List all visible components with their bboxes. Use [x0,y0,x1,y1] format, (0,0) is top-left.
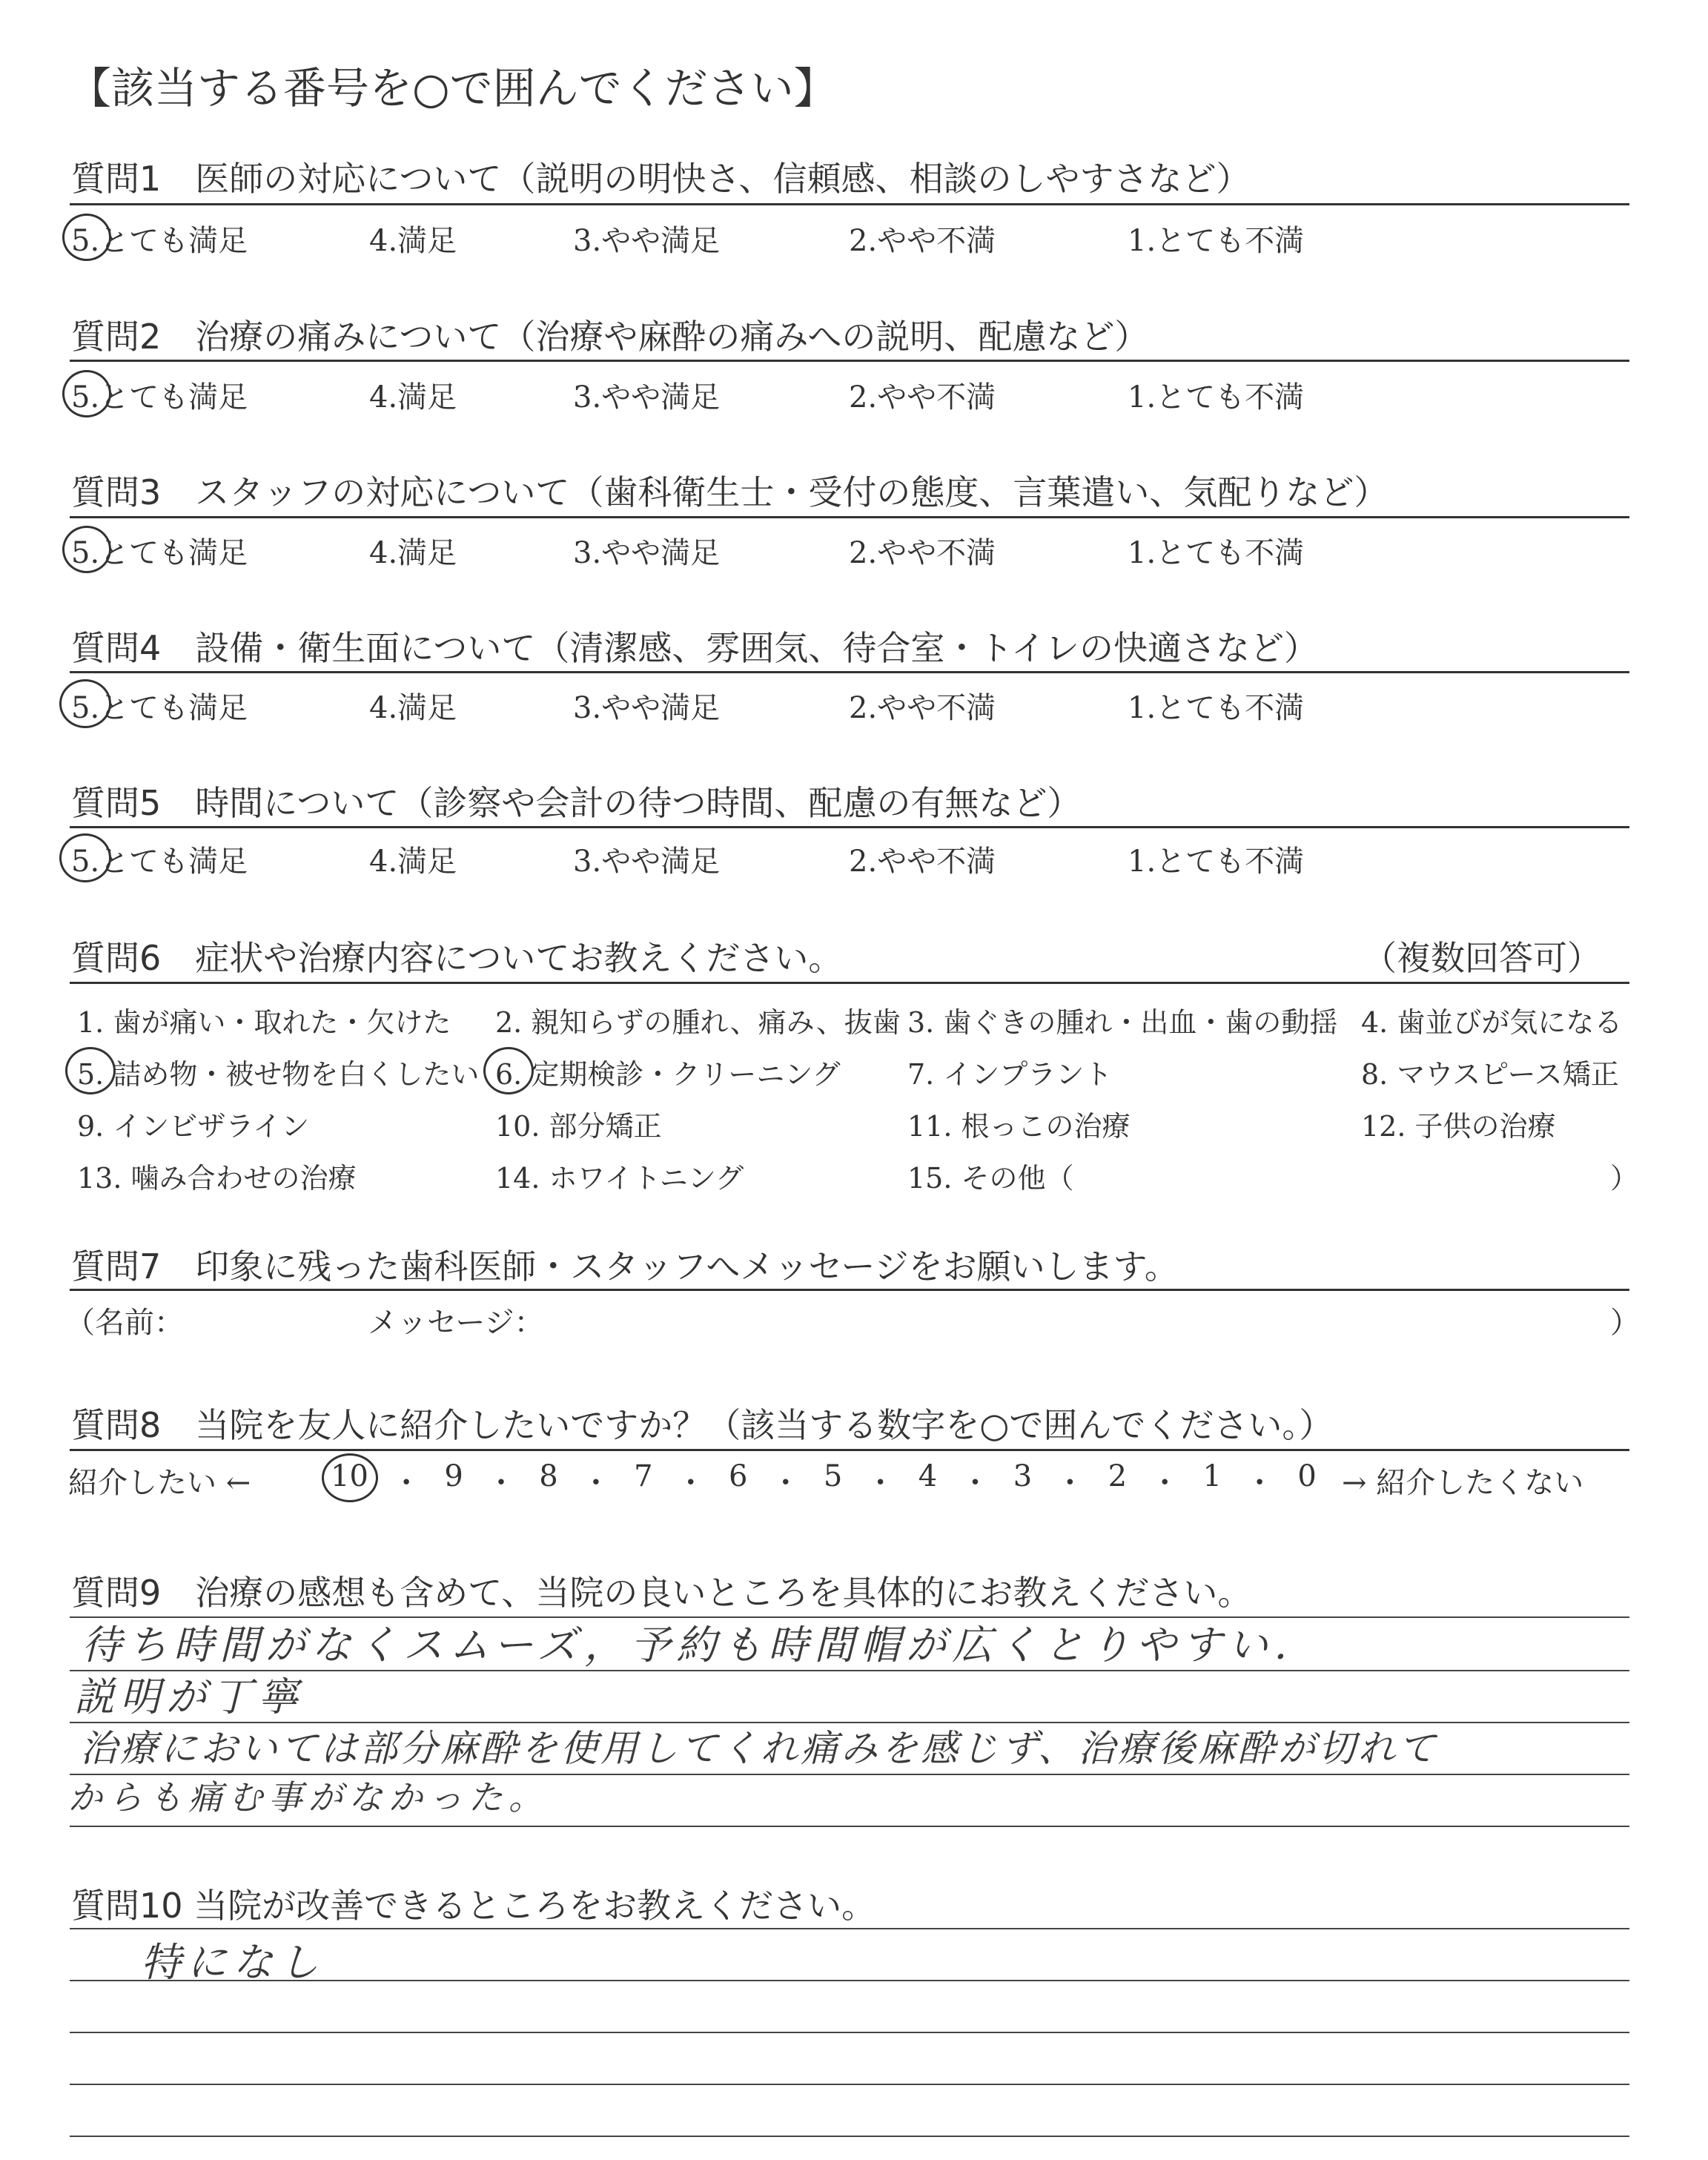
q6-option-14[interactable]: 14. ホワイトニング [495,1162,744,1195]
scale-1[interactable]: 1 [1202,1459,1222,1493]
recommend-scale-right-label: → 紹介したくない [1342,1466,1584,1500]
divider [70,826,1629,828]
scale-dot: ・ [580,1466,611,1500]
q6-option-3[interactable]: 3. 歯ぐきの腫れ・出血・歯の動揺 [907,1006,1338,1039]
q6-option-8[interactable]: 8. マウスピース矯正 [1361,1058,1619,1091]
q5-option-4[interactable]: 4.満足 [369,845,457,879]
scale-dot: ・ [675,1466,706,1500]
scale-dot: ・ [1245,1466,1275,1500]
q6-option-9[interactable]: 9. インビザライン [77,1110,310,1143]
divider [70,1289,1629,1291]
q6-option-4[interactable]: 4. 歯並びが気になる [1361,1006,1623,1039]
scale-dot: ・ [960,1466,990,1500]
q5-option-2[interactable]: 2.やや不満 [849,845,996,879]
q4-option-4[interactable]: 4.満足 [369,691,457,725]
q4-option-5[interactable]: 5.とても満足 [71,691,248,725]
q6-option-1[interactable]: 1. 歯が痛い・取れた・欠けた [77,1006,451,1039]
scale-4[interactable]: 4 [918,1459,938,1493]
handwritten-answer-line[interactable]: 待ち時間がなくスムーズ，予約も時間帽が広くとりやすい． [82,1622,1320,1668]
scale-dot: ・ [486,1466,517,1500]
q3-option-5[interactable]: 5.とても満足 [71,536,248,570]
scale-dot: ・ [865,1466,896,1500]
question-4: 質問4 設備・衛生面について（清潔感、雰囲気、待合室・トイレの快適さなど） [71,628,1319,668]
divider [70,671,1629,673]
q5-option-5[interactable]: 5.とても満足 [71,845,248,879]
q1-option-1[interactable]: 1.とても不満 [1128,224,1305,258]
question-1: 質問1 医師の対応について（説明の明快さ、信頼感、相談のしやすさなど） [71,159,1251,199]
q4-option-3[interactable]: 3.やや満足 [573,691,721,725]
scale-2[interactable]: 2 [1108,1459,1128,1493]
divider [70,516,1629,518]
q3-option-2[interactable]: 2.やや不満 [849,536,996,570]
question-8: 質問8 当院を友人に紹介したいですか？（該当する数字を○で囲んでください。） [71,1405,1334,1445]
scale-9[interactable]: 9 [444,1459,463,1493]
divider [70,203,1629,205]
q6-option-2[interactable]: 2. 親知らずの腫れ、痛み、抜歯 [495,1006,901,1039]
q2-option-4[interactable]: 4.満足 [369,380,457,415]
message-field-label[interactable]: メッセージ： [368,1306,544,1340]
q6-option-13[interactable]: 13. 噛み合わせの治療 [77,1162,357,1195]
answer-line [70,2084,1629,2085]
message-field-close: ） [1610,1306,1640,1340]
question-5: 質問5 時間について（診察や会計の待つ時間、配慮の有無など） [71,783,1082,823]
question-7: 質問7 印象に残った歯科医師・スタッフへメッセージをお願いします。 [71,1246,1179,1287]
q2-option-2[interactable]: 2.やや不満 [849,380,996,415]
handwritten-answer-line[interactable]: からも痛む事がなかった。 [68,1777,549,1817]
q4-option-2[interactable]: 2.やや不満 [849,691,996,725]
page-title: 【該当する番号を○で囲んでください】 [68,63,837,113]
scale-6[interactable]: 6 [729,1459,748,1493]
q2-option-5[interactable]: 5.とても満足 [71,380,248,415]
q3-option-3[interactable]: 3.やや満足 [573,536,721,570]
name-field-label[interactable]: （名前： [65,1306,184,1340]
multiple-answer-note: （複数回答可） [1363,938,1601,978]
scale-7[interactable]: 7 [634,1459,653,1493]
scale-10[interactable]: 10 [331,1459,368,1493]
divider [70,1449,1629,1451]
recommend-scale-left-label: 紹介したい ← [68,1466,251,1500]
divider [70,360,1629,362]
handwritten-answer-line[interactable]: 治療においては部分麻酔を使用してくれ痛みを感じず、治療後麻酔が切れて [80,1727,1438,1770]
q6-option-15-close: ） [1610,1162,1639,1195]
answer-line [70,1826,1629,1827]
question-6: 質問6 症状や治療内容についてお教えください。 [71,938,843,978]
q4-option-1[interactable]: 1.とても不満 [1128,691,1305,725]
q6-option-15[interactable]: 15. その他（ [907,1162,1074,1195]
q1-option-2[interactable]: 2.やや不満 [849,224,996,258]
question-3: 質問3 スタッフの対応について（歯科衛生士・受付の態度、言葉遣い、気配りなど） [71,472,1388,512]
q1-option-4[interactable]: 4.満足 [369,224,457,258]
q1-option-3[interactable]: 3.やや満足 [573,224,721,258]
q6-option-6[interactable]: 6. 定期検診・クリーニング [495,1058,841,1091]
scale-dot: ・ [770,1466,801,1500]
question-2: 質問2 治療の痛みについて（治療や麻酔の痛みへの説明、配慮など） [71,317,1149,357]
question-9: 質問9 治療の感想も含めて、当院の良いところを具体的にお教えください。 [71,1573,1252,1613]
q6-option-7[interactable]: 7. インプラント [907,1058,1113,1091]
q6-option-5[interactable]: 5. 詰め物・被せ物を白くしたい [77,1058,480,1091]
scale-dot: ・ [1055,1466,1085,1500]
scale-0[interactable]: 0 [1297,1459,1317,1493]
q6-option-11[interactable]: 11. 根っこの治療 [907,1110,1131,1143]
q3-option-1[interactable]: 1.とても不満 [1128,536,1305,570]
scale-dot: ・ [1150,1466,1180,1500]
scale-dot: ・ [391,1466,422,1500]
q5-option-1[interactable]: 1.とても不満 [1128,845,1305,879]
q5-option-3[interactable]: 3.やや満足 [573,845,721,879]
answer-line [70,1928,1629,1929]
scale-8[interactable]: 8 [539,1459,558,1493]
divider [70,982,1629,984]
q2-option-3[interactable]: 3.やや満足 [573,380,721,415]
recommend-scale[interactable] [331,1459,1317,1502]
scale-5[interactable]: 5 [823,1459,843,1493]
handwritten-answer-line[interactable]: 特になし [141,1939,325,1986]
q3-option-4[interactable]: 4.満足 [369,536,457,570]
q2-option-1[interactable]: 1.とても不満 [1128,380,1305,415]
q6-option-10[interactable]: 10. 部分矯正 [495,1110,662,1143]
answer-line [70,2136,1629,2137]
handwritten-answer-line[interactable]: 説明が丁寧 [74,1674,304,1720]
q6-option-12[interactable]: 12. 子供の治療 [1361,1110,1556,1143]
answer-line [70,2032,1629,2033]
q1-option-5[interactable]: 5.とても満足 [71,224,248,258]
scale-3[interactable]: 3 [1013,1459,1033,1493]
question-10: 質問10 当院が改善できるところをお教えください。 [71,1886,876,1926]
